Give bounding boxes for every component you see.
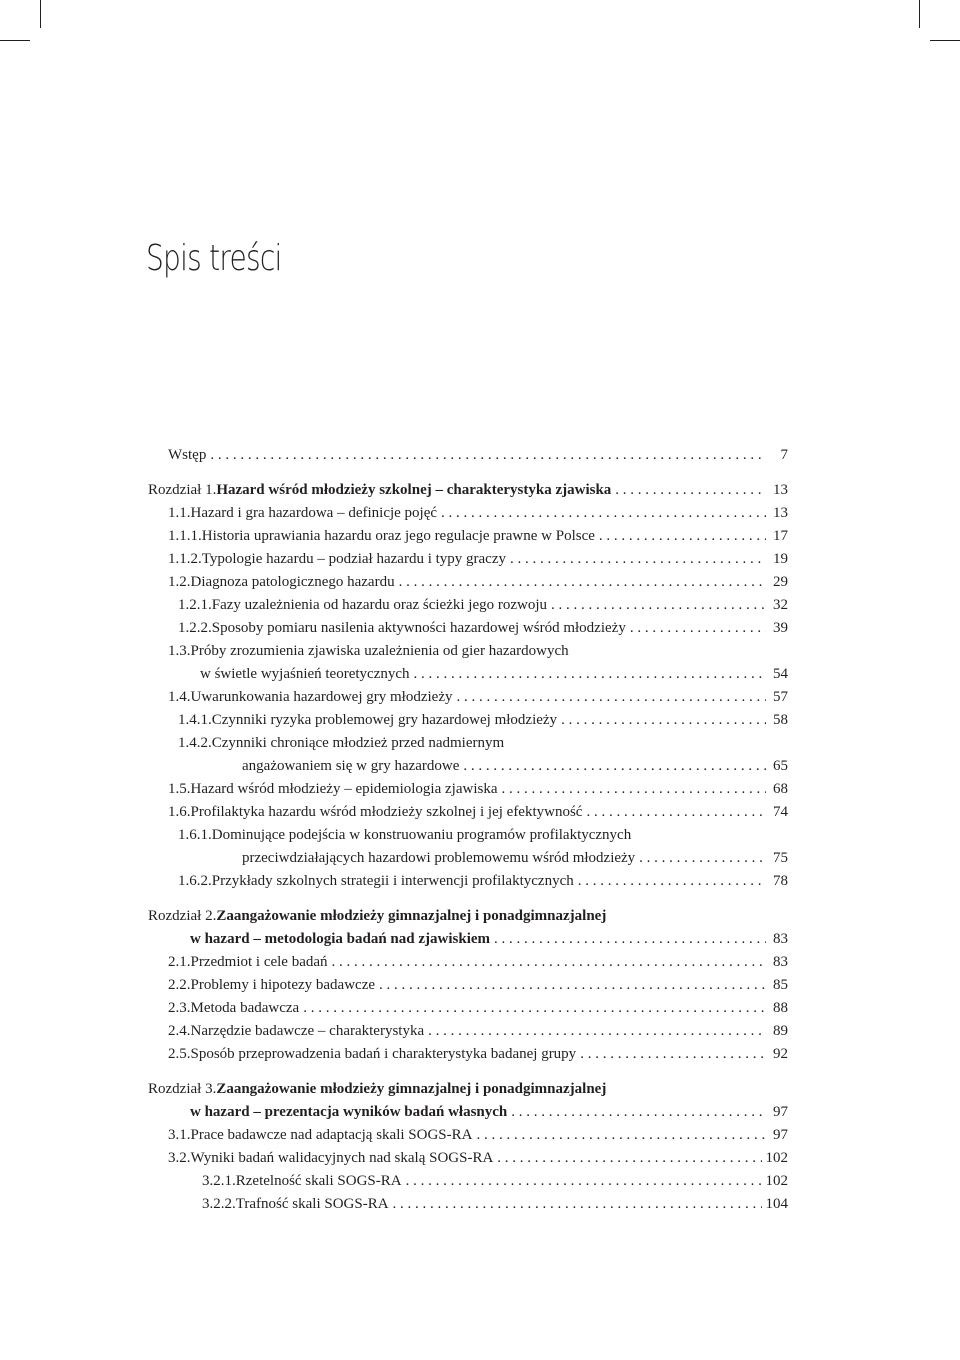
toc-entry[interactable] [148,997,788,1020]
section-number: 2.1. [168,954,191,970]
section-number: 3.2.2. [202,1196,236,1212]
section-number: 1.2.2. [178,620,212,636]
section-number: 1.6.2. [178,873,212,889]
section-number: 2.4. [168,1023,191,1039]
toc-page-number: 57 [773,689,788,705]
toc-page-number: 19 [773,551,788,567]
toc-page-number: 102 [765,1173,788,1189]
dot-leader [561,709,766,732]
section-title: Hazard i gra hazardowa – definicje pojęć [190,505,438,521]
chapter-title: w hazard – prezentacja wyników badań własnych [190,1104,508,1120]
toc-page-number: 29 [773,574,788,590]
section-title: Przedmiot i cele badań [190,954,328,970]
section-number: 1.4.2. [178,735,212,751]
toc-page-number: 68 [773,781,788,797]
toc-page-number: 97 [773,1104,788,1120]
section-number: 2.3. [168,1000,191,1016]
toc-page-number: 83 [773,954,788,970]
toc-entry[interactable] [148,617,788,640]
section-title: Trafność skali SOGS-RA [235,1196,389,1212]
dot-leader [441,502,766,525]
page-title: Spis treści [146,238,282,280]
toc-entry[interactable] [148,801,788,824]
section-number: 3.2. [168,1150,191,1166]
dot-leader [630,617,766,640]
dot-leader [456,686,766,709]
toc-entry[interactable] [148,594,788,617]
toc-page-number: 102 [765,1150,788,1166]
toc-entry[interactable] [148,732,788,755]
toc-page-number: 83 [773,931,788,947]
toc-entry[interactable] [148,1193,788,1216]
section-title: Wstęp [168,447,207,463]
dot-leader [332,951,766,974]
toc-entry[interactable] [148,951,788,974]
dot-leader [494,928,766,951]
dot-leader [210,444,766,467]
toc-page-number: 78 [773,873,788,889]
toc-entry[interactable] [148,525,788,548]
dot-leader [599,525,766,548]
toc-entry-continuation[interactable] [148,755,788,778]
dot-leader [414,663,766,686]
section-number: 1.1. [168,505,191,521]
section-title: Historia uprawiania hazardu oraz jego regulacje prawne w Polsce [201,528,595,544]
toc-page-number: 75 [773,850,788,866]
section-number: 2.5. [168,1046,191,1062]
section-title: Wyniki badań walidacyjnych nad skalą SOGS-RA [190,1150,494,1166]
toc-page-number: 65 [773,758,788,774]
section-number: 2.2. [168,977,191,993]
toc-entry-continuation[interactable] [148,847,788,870]
toc-entry[interactable] [148,1147,788,1170]
crop-mark [40,0,41,28]
toc-entry[interactable] [148,778,788,801]
toc-page-number: 39 [773,620,788,636]
section-number: 1.4.1. [178,712,212,728]
toc-entry-continuation[interactable] [148,663,788,686]
section-title: Fazy uzależnienia od hazardu oraz ścieżki jego rozwoju [211,597,548,613]
section-title: przeciwdziałających hazardowi problemowemu wśród młodzieży [242,850,636,866]
dot-leader [463,755,766,778]
chapter-label: Rozdział 1. [148,482,217,498]
section-number: 1.4. [168,689,191,705]
section-number: 1.6.1. [178,827,212,843]
toc-page-number: 89 [773,1023,788,1039]
section-title: Profilaktyka hazardu wśród młodzieży szkolnej i jej efektywność [190,804,583,820]
toc-page-number: 13 [773,505,788,521]
dot-leader [393,1193,762,1216]
toc-page-number: 54 [773,666,788,682]
dot-leader [497,1147,761,1170]
toc-entry[interactable] [148,709,788,732]
toc-entry[interactable] [148,502,788,525]
section-title: Narzędzie badawcze – charakterystyka [190,1023,425,1039]
toc-entry-continuation[interactable] [148,928,788,951]
toc-entry[interactable] [148,1170,788,1193]
dot-leader [428,1020,766,1043]
toc-page-number: 7 [780,447,788,463]
chapter-title: w hazard – metodologia badań nad zjawiskiem [190,931,491,947]
section-title: Sposób przeprowadzenia badań i charakterystyka badanej grupy [190,1046,577,1062]
section-number: 1.1.1. [168,528,202,544]
section-title: Problemy i hipotezy badawcze [190,977,376,993]
dot-leader [501,778,766,801]
dot-leader [586,801,766,824]
section-title: w świetle wyjaśnień teoretycznych [200,666,410,682]
section-number: 3.2.1. [202,1173,236,1189]
toc-page-number: 17 [773,528,788,544]
toc-page-number: 13 [773,482,788,498]
toc-entry[interactable] [148,479,788,502]
toc-page-number: 88 [773,1000,788,1016]
toc-entry[interactable] [148,686,788,709]
toc-page-number: 97 [773,1127,788,1143]
dot-leader [511,1101,766,1124]
chapter-title: Zaangażowanie młodzieży gimnazjalnej i ponadgimnazjalnej [216,1081,607,1097]
dot-leader [303,997,766,1020]
section-title: Czynniki chroniące młodzież przed nadmiernym [211,735,505,751]
section-title: Sposoby pomiaru nasilenia aktywności hazardowej wśród młodzieży [211,620,626,636]
crop-mark [919,0,920,28]
section-title: Przykłady szkolnych strategii i interwencji profilaktycznych [211,873,574,889]
chapter-title: Zaangażowanie młodzieży gimnazjalnej i ponadgimnazjalnej [216,908,607,924]
chapter-title: Hazard wśród młodzieży szkolnej – charakterystyka zjawiska [216,482,612,498]
toc-page-number: 104 [765,1196,788,1212]
dot-leader [379,974,766,997]
section-number: 1.1.2. [168,551,202,567]
toc-entry[interactable] [148,870,788,893]
toc-page-number: 32 [773,597,788,613]
dot-leader [578,870,766,893]
section-title: Uwarunkowania hazardowej gry młodzieży [190,689,453,705]
section-title: Prace badawcze nad adaptacją skali SOGS-RA [190,1127,473,1143]
dot-leader [399,571,766,594]
dot-leader [476,1124,766,1147]
table-of-contents [148,444,788,1216]
toc-page-number: 74 [773,804,788,820]
dot-leader [580,1043,766,1066]
dot-leader [639,847,766,870]
section-number: 1.2.1. [178,597,212,613]
section-title: Dominujące podejścia w konstruowaniu programów profilaktycznych [211,827,632,843]
dot-leader [510,548,766,571]
dot-leader [551,594,766,617]
section-number: 1.2. [168,574,191,590]
toc-entry[interactable] [148,571,788,594]
toc-entry[interactable] [148,824,788,847]
toc-entry[interactable] [148,974,788,997]
toc-entry[interactable] [148,905,788,928]
toc-entry[interactable] [148,1078,788,1101]
chapter-label: Rozdział 3. [148,1081,217,1097]
section-title: Diagnoza patologicznego hazardu [190,574,395,590]
section-number: 1.3. [168,643,191,659]
dot-leader [406,1170,762,1193]
toc-entry[interactable] [148,444,788,467]
section-title: Czynniki ryzyka problemowej gry hazardowej młodzieży [211,712,558,728]
crop-mark [930,40,960,41]
chapter-label: Rozdział 2. [148,908,217,924]
section-title: Hazard wśród młodzieży – epidemiologia zjawiska [190,781,498,797]
section-title: Typologie hazardu – podział hazardu i typy graczy [201,551,506,567]
section-number: 1.6. [168,804,191,820]
toc-entry[interactable] [148,1020,788,1043]
section-title: angażowaniem się w gry hazardowe [242,758,460,774]
crop-mark [0,40,30,41]
toc-page-number: 85 [773,977,788,993]
section-title: Rzetelność skali SOGS-RA [235,1173,402,1189]
dot-leader [615,479,766,502]
toc-entry[interactable] [148,1043,788,1066]
section-number: 3.1. [168,1127,191,1143]
toc-entry[interactable] [148,640,788,663]
toc-entry[interactable] [148,1124,788,1147]
toc-entry[interactable] [148,548,788,571]
section-title: Próby zrozumienia zjawiska uzależnienia od gier hazardowych [190,643,569,659]
toc-entry-continuation[interactable] [148,1101,788,1124]
toc-page-number: 58 [773,712,788,728]
section-title: Metoda badawcza [190,1000,300,1016]
toc-page-number: 92 [773,1046,788,1062]
section-number: 1.5. [168,781,191,797]
